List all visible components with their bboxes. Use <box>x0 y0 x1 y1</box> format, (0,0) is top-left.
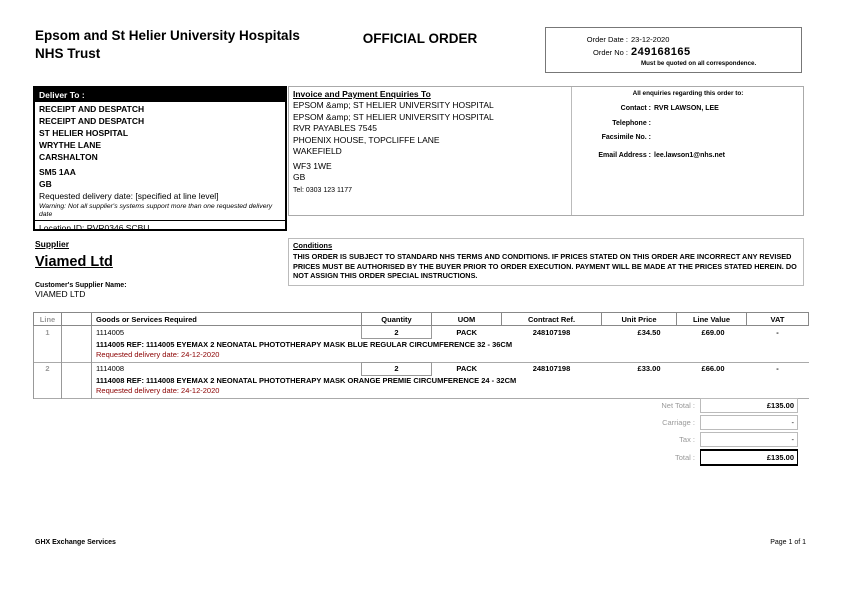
enquiries-header: All enquiries regarding this order to: <box>632 90 744 97</box>
col-header-goods: Goods or Services Required <box>92 313 362 326</box>
deliver-to-address <box>35 102 285 234</box>
contact-label: Contact : <box>620 105 651 112</box>
line-item-1 <box>34 326 809 363</box>
address-line: RECEIPT AND DESPATCH <box>39 116 145 126</box>
address-line: WRYTHE LANE <box>39 140 102 150</box>
spacer-cell <box>34 375 62 386</box>
carriage-row <box>612 415 808 430</box>
document-title: OFFICIAL ORDER <box>362 31 478 46</box>
table-row-description <box>34 375 809 386</box>
conditions-text: THIS ORDER IS SUBJECT TO STANDARD NHS TERMS AND CONDITIONS. IF PRICES STATED ON THIS ORDER ARE INCORRECT ANY REVISED PRICES MUST BE AUTHORISED BY THE BUYER PRIOR TO ORDER EXECUTION. PAYMENT WILL BE MADE AT THE PRICES STATED HEREIN. DO NOT ASSIGN THIS ORDER SPECIAL INSTRUCTIONS. <box>293 252 797 280</box>
supplier-section <box>35 239 285 299</box>
spacer-cell <box>62 326 92 339</box>
table-row-requested-date <box>34 350 809 363</box>
col-header-contract-ref: Contract Ref. <box>502 313 602 326</box>
order-number-box <box>545 27 802 73</box>
order-date-label: Order Date : <box>586 35 628 44</box>
total-label: Total : <box>674 453 695 462</box>
net-total-row <box>612 398 808 413</box>
supplier-name: Viamed Ltd <box>35 254 113 270</box>
invoice-address-line: PHOENIX HOUSE, TOPCLIFFE LANE <box>293 134 440 145</box>
footer-page-number: Page 1 of 1 <box>770 539 806 546</box>
table-row <box>34 362 809 375</box>
telephone-value <box>651 120 654 127</box>
tax-row <box>612 432 808 447</box>
enquiries-facsimile-row <box>575 130 801 144</box>
deliver-to-box <box>33 86 287 231</box>
carriage-value: - <box>700 415 798 430</box>
invoice-to-section <box>293 89 569 194</box>
line-item-2 <box>34 362 809 399</box>
item-code: 1114005 <box>96 327 125 337</box>
email-label: Email Address : <box>598 151 651 159</box>
customer-supplier-label: Customer's Supplier Name: <box>35 282 127 289</box>
line-items-table <box>33 312 809 399</box>
conditions-header: Conditions <box>293 241 333 250</box>
order-date-row <box>546 32 801 45</box>
col-header-vat: VAT <box>747 313 809 326</box>
address-postcode: SM5 1AA <box>39 167 76 177</box>
item-line-value: £69.00 <box>701 327 725 337</box>
item-quantity: 2 <box>362 362 432 375</box>
enquiries-contact-row <box>575 101 801 115</box>
conditions-section <box>288 238 804 286</box>
total-row <box>612 449 808 466</box>
facsimile-label: Facsimile No. : <box>601 134 651 141</box>
col-header-uom: UOM <box>432 313 502 326</box>
location-id: Location ID: RVR0346 SCBU <box>35 220 285 234</box>
spacer-cell <box>62 362 92 375</box>
invoice-postcode: WF3 1WE <box>293 160 332 171</box>
footer-service-name: GHX Exchange Services <box>35 539 116 546</box>
item-quantity: 2 <box>362 326 432 339</box>
net-total-label: Net Total : <box>661 401 695 410</box>
item-contract-ref: 248107198 <box>532 364 571 374</box>
item-uom: PACK <box>456 364 478 374</box>
invoice-address-line: EPSOM &amp; ST HELIER UNIVERSITY HOSPITAL <box>293 111 494 122</box>
customer-supplier-value: VIAMED LTD <box>35 289 86 299</box>
order-date-value: 23-12-2020 <box>631 35 670 44</box>
address-line: ST HELIER HOSPITAL <box>39 128 129 138</box>
telephone-label: Telephone : <box>612 119 651 127</box>
invoice-enquiries-box <box>288 86 804 216</box>
line-number: 2 <box>34 362 62 375</box>
item-requested-delivery-date: Requested delivery date: 24-12-2020 <box>96 349 220 359</box>
facsimile-value <box>651 134 654 141</box>
order-no-row <box>546 45 801 58</box>
item-description: 1114005 REF: 1114005 EYEMAX 2 NEONATAL PHOTOTHERAPY MASK BLUE REGULAR CIRCUMFERENCE 32 - 36CM <box>96 339 513 349</box>
item-vat: - <box>776 327 779 337</box>
item-unit-price: £34.50 <box>637 327 661 337</box>
spacer-cell <box>34 386 62 399</box>
contact-value: RVR LAWSON, LEE <box>654 105 719 112</box>
order-quote-note: Must be quoted on all correspondence. <box>641 60 757 67</box>
col-header-unit-price: Unit Price <box>602 313 677 326</box>
table-row-description <box>34 339 809 350</box>
vertical-divider <box>571 87 572 215</box>
spacer-cell <box>62 339 92 350</box>
item-vat: - <box>776 364 779 374</box>
item-description: 1114008 REF: 1114008 EYEMAX 2 NEONATAL PHOTOTHERAPY MASK ORANGE PREMIE CIRCUMFERENCE 24 - 32CM <box>96 376 517 386</box>
enquiries-email-row <box>575 148 801 162</box>
tax-value: - <box>700 432 798 447</box>
net-total-value: £135.00 <box>700 398 798 413</box>
enquiries-telephone-row <box>575 116 801 130</box>
table-row <box>34 326 809 339</box>
invoice-address-line: EPSOM &amp; ST HELIER UNIVERSITY HOSPITAL <box>293 100 494 110</box>
invoice-address-line: WAKEFIELD <box>293 146 342 156</box>
invoice-telephone: Tel: 0303 123 1177 <box>293 186 353 194</box>
order-no-label: Order No : <box>592 48 628 57</box>
table-header-row <box>34 313 809 326</box>
deliver-to-header: Deliver To : <box>35 88 285 102</box>
line-number: 1 <box>34 326 62 339</box>
totals-section <box>612 398 808 468</box>
col-header-line-value: Line Value <box>677 313 747 326</box>
address-line: RECEIPT AND DESPATCH <box>39 104 145 114</box>
item-uom: PACK <box>456 327 478 337</box>
item-requested-delivery-date: Requested delivery date: 24-12-2020 <box>96 386 220 395</box>
trust-name: Epsom and St Helier University Hospitals NHS Trust <box>35 28 300 61</box>
col-header-spacer <box>62 313 92 326</box>
address-line: CARSHALTON <box>39 152 98 162</box>
invoice-country: GB <box>293 172 306 182</box>
carriage-label: Carriage : <box>662 418 695 427</box>
col-header-quantity: Quantity <box>362 313 432 326</box>
item-line-value: £66.00 <box>701 364 725 374</box>
email-value: lee.lawson1@nhs.net <box>654 151 726 159</box>
invoice-to-header: Invoice and Payment Enquiries To <box>293 89 431 99</box>
spacer-cell <box>62 350 92 363</box>
requested-delivery-note: Requested delivery date: [specified at line level] <box>39 191 219 201</box>
col-header-line: Line <box>34 313 62 326</box>
total-value: £135.00 <box>700 449 798 466</box>
spacer-cell <box>62 375 92 386</box>
supplier-header: Supplier <box>35 239 70 249</box>
spacer-cell <box>34 339 62 350</box>
item-contract-ref: 248107198 <box>532 327 571 337</box>
delivery-warning: Warning: Not all supplier's systems support more than one requested delivery date <box>39 203 273 218</box>
item-code: 1114008 <box>96 364 125 374</box>
invoice-address-line: RVR PAYABLES 7545 <box>293 123 377 133</box>
order-no-value: 249168165 <box>631 46 691 58</box>
tax-label: Tax : <box>679 435 695 444</box>
enquiries-section <box>575 90 801 162</box>
spacer-cell <box>62 386 92 399</box>
item-unit-price: £33.00 <box>637 364 661 374</box>
spacer-cell <box>34 350 62 363</box>
address-country: GB <box>39 179 52 189</box>
table-row-requested-date <box>34 386 809 399</box>
